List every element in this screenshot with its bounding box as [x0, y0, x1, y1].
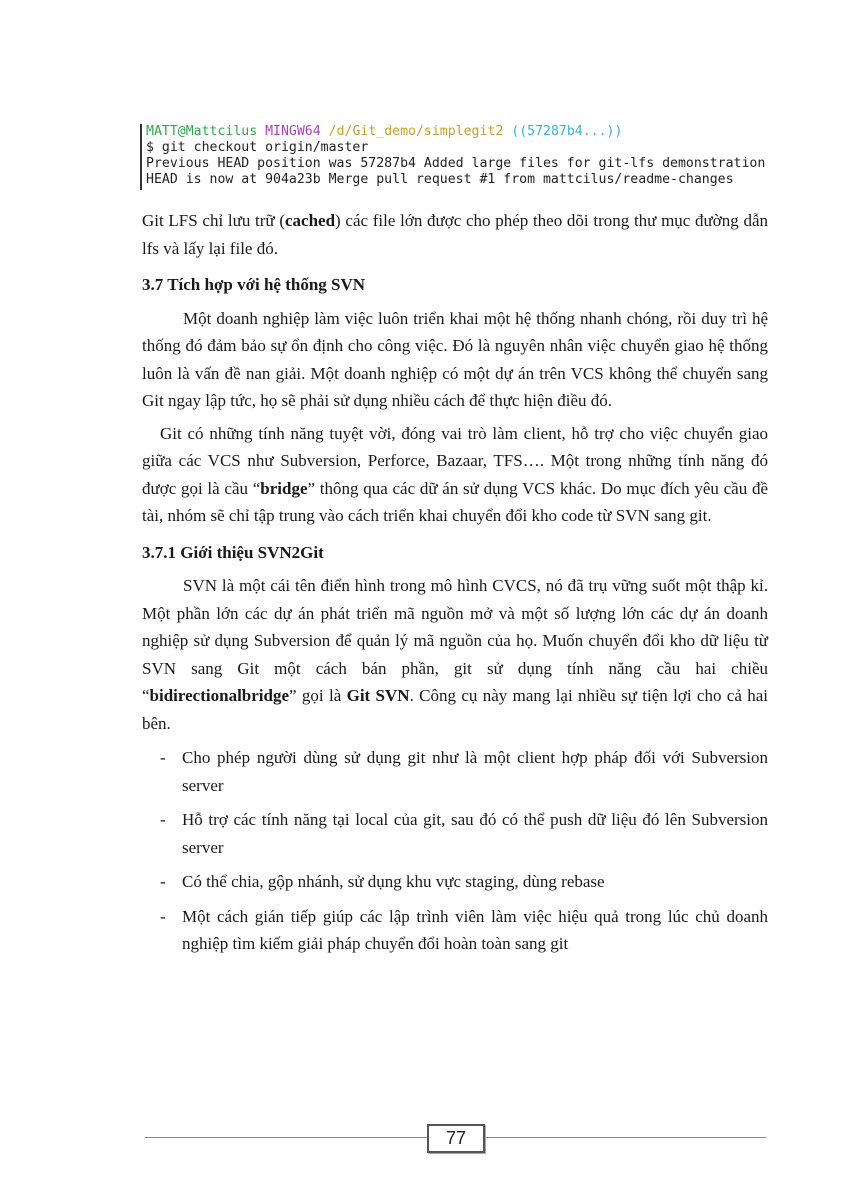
bold-term: bridge	[260, 478, 308, 498]
bullet-dash: -	[160, 906, 166, 926]
text-run: ” gọi là	[289, 686, 347, 705]
bold-term: cached	[285, 211, 336, 230]
list-item	[142, 806, 768, 861]
list-item-text: Một cách gián tiếp giúp các lập trình viên làm việc hiệu quả trong lúc chủ doanh nghiệp tìm kiếm giải pháp chuyển đổi hoàn toàn sang git	[182, 906, 768, 953]
text-run: . Công cụ này mang lại nhiều sự tiện lợi cho cả hai bên.	[142, 686, 768, 733]
section-heading-3-7-1: 3.7.1 Giới thiệu SVN2Git	[142, 542, 324, 562]
section-heading-3-7: 3.7 Tích hợp với hệ thống SVN	[142, 275, 366, 294]
terminal-host: MINGW64	[265, 124, 321, 139]
footer-divider	[145, 1137, 427, 1138]
bullet-dash: -	[160, 748, 166, 767]
document-body	[142, 207, 768, 965]
bold-term: bidirectionalbridge	[149, 686, 290, 705]
list-item-text: Có thể chia, gộp nhánh, sử dụng khu vực staging, dùng rebase	[182, 872, 605, 891]
terminal-user: MATT@Mattcilus	[146, 124, 258, 139]
text-run: Git LFS chỉ lưu trữ (	[142, 211, 285, 230]
footer-divider	[484, 1137, 766, 1138]
page-number: 77	[427, 1124, 485, 1153]
text-run: Git có những tính năng tuyệt vời, đóng vai trò làm client, hỗ trợ cho việc chuyển giao giữa các VCS như Subversion, Perforce, Bazaar, TFS…. Một trong những tính năng đó được gọi là cầu “	[142, 423, 768, 498]
paragraph-svn2git	[142, 572, 768, 737]
paragraph-git-bridge	[142, 420, 768, 530]
terminal-command: $ git checkout origin/master	[146, 140, 369, 155]
terminal-branch: ((57287b4...))	[511, 124, 623, 139]
terminal-prompt-line	[146, 124, 776, 140]
list-item-text: Cho phép người dùng sử dụng git như là một client hợp pháp đối với Subversion server	[182, 748, 768, 795]
terminal-path: /d/Git_demo/simplegit2	[328, 124, 504, 139]
list-item	[142, 744, 768, 799]
paragraph-svn-intro: Một doanh nghiệp làm việc luôn triển khai một hệ thống nhanh chóng, rồi duy trì hệ thống đó đảm bảo sự ổn định cho công việc. Đó là nguyên nhân việc chuyển giao hệ thống luôn là vấn đề nan giải. Một doanh nghiệp có một dự án trên VCS không thể chuyển sang Git ngay lập tức, họ sẽ phải sử dụng nhiều cách để thực hiện điều đó.	[142, 308, 768, 410]
list-item	[142, 903, 768, 958]
list-item-text: Hỗ trợ các tính năng tại local của git, sau đó có thể push dữ liệu đó lên Subversion server	[182, 810, 768, 857]
terminal-screenshot	[140, 124, 776, 190]
text-run: SVN là một cái tên điển hình trong mô hình CVCS, nó đã trụ vững suốt một thập kỉ. Một phần lớn các dự án phát triển mã nguồn mở và một số lượng lớn các dự án doanh nghiệp sử dụng Subversion để quản lý mã nguồn của họ. Muốn chuyển đổi kho dữ liệu từ SVN sang Git một cách bán phần, git sử dụng tính năng cầu hai chiều “	[142, 576, 768, 705]
list-item	[142, 868, 768, 896]
paragraph-git-lfs	[142, 207, 768, 262]
bullet-dash: -	[160, 872, 166, 891]
bullet-dash: -	[160, 810, 166, 829]
feature-list	[142, 744, 768, 958]
bold-term: Git SVN	[346, 686, 410, 705]
terminal-output-line: Previous HEAD position was 57287b4 Added large files for git-lfs demonstration	[146, 156, 766, 171]
text-run: ) các file lớn được cho phép theo dõi trong thư mục đường dẫn lfs và lấy lại file đó.	[142, 211, 768, 258]
text-run: ” thông qua các dữ án sử dụng VCS khác. Do mục đích yêu cầu đề tài, nhóm sẽ chỉ tập trung vào cách triển khai chuyển đổi kho code từ SVN sang git.	[142, 478, 768, 525]
terminal-output-line: HEAD is now at 904a23b Merge pull request #1 from mattcilus/readme-changes	[146, 172, 734, 187]
